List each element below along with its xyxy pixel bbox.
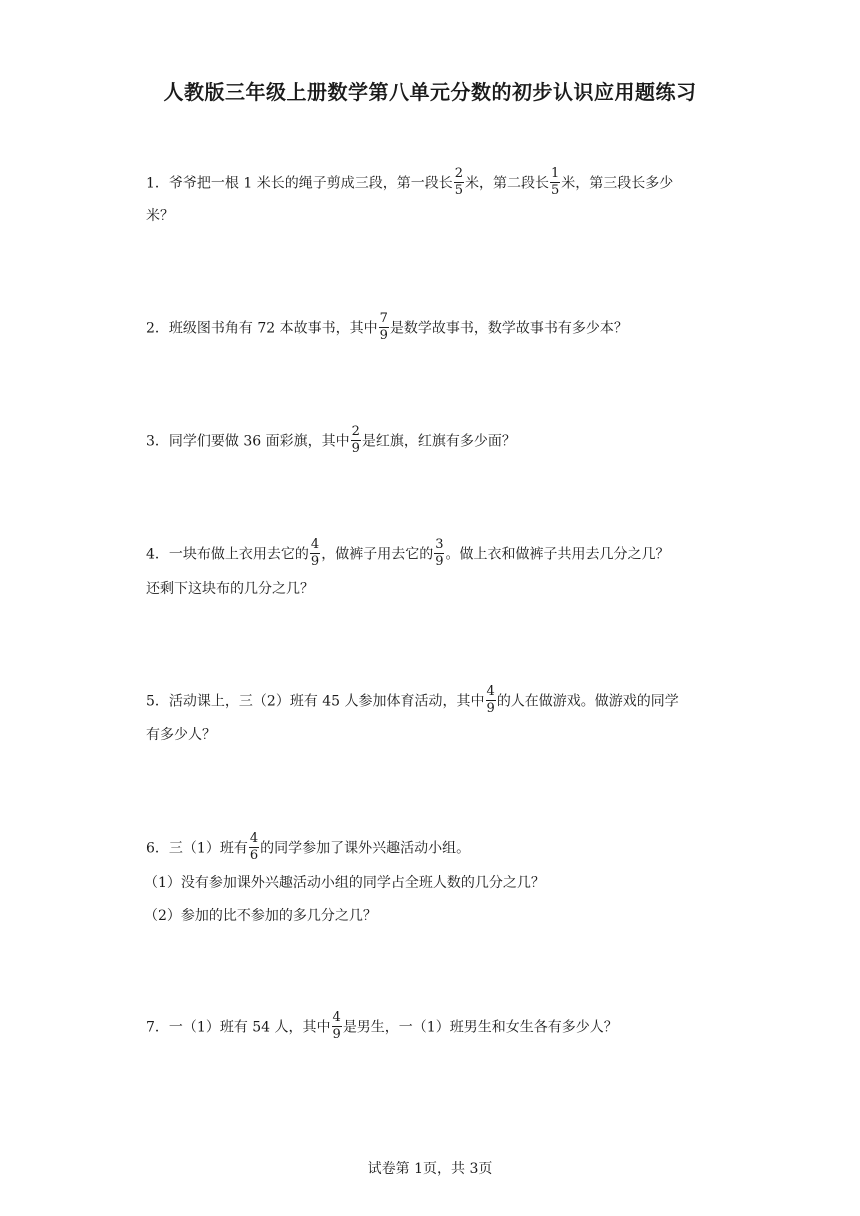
fraction-denominator: 9 (310, 554, 320, 569)
fraction-denominator: 6 (249, 848, 259, 863)
page-title: 人教版三年级上册数学第八单元分数的初步认识应用题练习 (163, 80, 697, 104)
fraction-numerator: 2 (351, 424, 360, 439)
question-7 (146, 1012, 618, 1043)
question-1-text: 米，第二段长 (465, 175, 549, 192)
fraction (310, 538, 320, 569)
question-4-text: 4．一块布做上衣用去它的 (146, 546, 309, 563)
fraction-numerator: 4 (249, 831, 259, 846)
question-4-text: ，做裤子用去它的 (321, 546, 434, 563)
question-4-continuation: 还剩下这块布的几分之几？ (146, 581, 314, 597)
question-5-continuation: 有多少人？ (146, 727, 216, 743)
question-7-text: 7．一（1）班有 54 人，其中 (146, 1019, 331, 1036)
fraction-denominator: 9 (351, 441, 360, 456)
fraction (434, 538, 444, 569)
question-2-text: 2．班级图书角有 72 本故事书，其中 (146, 320, 378, 337)
fraction-numerator: 1 (551, 166, 560, 181)
question-6-subquestion-1: （1）没有参加课外兴趣活动小组的同学占全班人数的几分之几？ (144, 875, 545, 891)
question-1-text: 1．爷爷把一根 1 米长的绳子剪成三段，第一段长 (146, 175, 453, 192)
question-3-text: 3．同学们要做 36 面彩旗，其中 (146, 433, 350, 450)
question-3-text: 是红旗，红旗有多少面？ (361, 433, 516, 450)
fraction-numerator: 3 (435, 537, 444, 552)
question-7-text: 是男生，一（1）班男生和女生各有多少人？ (342, 1019, 618, 1036)
fraction (379, 312, 389, 343)
fraction-denominator: 5 (551, 183, 560, 198)
fraction-denominator: 5 (454, 183, 463, 198)
fraction-denominator: 9 (486, 701, 495, 716)
question-6 (146, 833, 470, 864)
fraction (332, 1011, 342, 1042)
fraction-numerator: 4 (486, 684, 495, 699)
question-2-text: 是数学故事书，数学故事书有多少本？ (389, 320, 628, 337)
fraction (486, 685, 496, 716)
fraction-denominator: 9 (435, 554, 444, 569)
page-footer: 试卷第 1页，共 3页 (367, 1161, 493, 1177)
fraction (249, 832, 259, 863)
question-1-continuation: 米？ (146, 208, 174, 224)
question-5-text: 的人在做游戏。做游戏的同学 (496, 693, 679, 710)
question-1 (146, 168, 673, 199)
question-5 (146, 686, 679, 717)
fraction-denominator: 9 (379, 328, 388, 343)
question-4-text: 。做上衣和做裤子共用去几分之几？ (445, 546, 670, 563)
fraction (550, 167, 560, 198)
question-5-text: 5．活动课上，三（2）班有 45 人参加体育活动，其中 (146, 693, 485, 710)
fraction-numerator: 2 (454, 166, 463, 181)
fraction-numerator: 7 (379, 311, 388, 326)
fraction-numerator: 4 (310, 537, 320, 552)
question-6-subquestion-2: （2）参加的比不参加的多几分之几？ (144, 908, 377, 924)
question-6-text: 6．三（1）班有 (146, 840, 248, 857)
fraction-numerator: 4 (332, 1010, 341, 1025)
question-3 (146, 426, 516, 457)
fraction (351, 425, 361, 456)
fraction (454, 167, 464, 198)
question-1-text: 米，第三段长多少 (561, 175, 674, 192)
question-4 (146, 539, 669, 570)
fraction-denominator: 9 (332, 1027, 341, 1042)
question-6-text: 的同学参加了课外兴趣活动小组。 (260, 840, 471, 857)
question-2 (146, 313, 628, 344)
